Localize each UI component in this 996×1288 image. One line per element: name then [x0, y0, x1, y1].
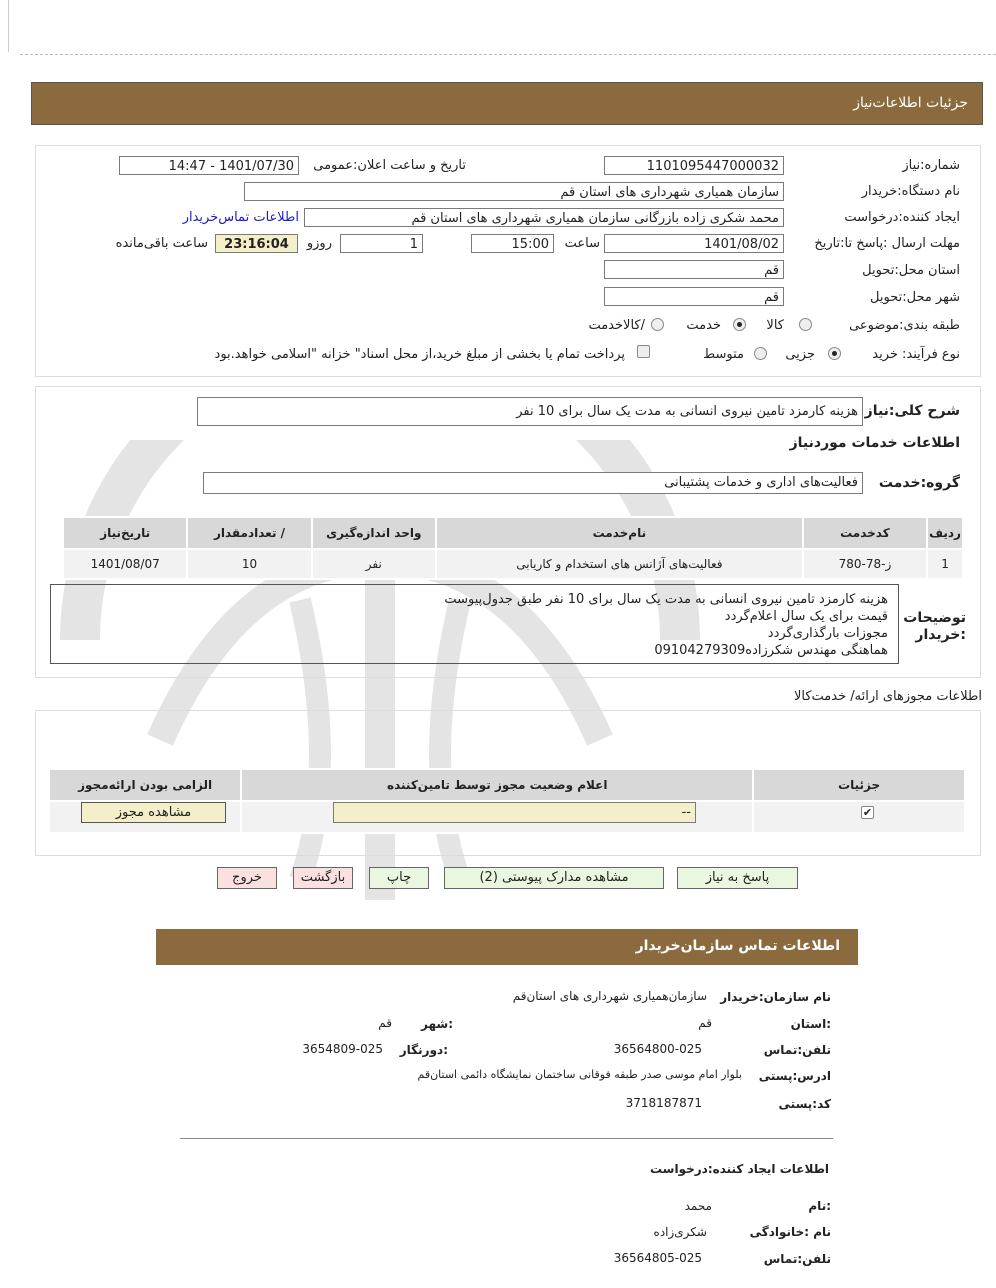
need-info-panel	[35, 145, 981, 377]
process-medium-radio[interactable]	[754, 347, 767, 360]
contact-divider	[180, 1138, 833, 1139]
announce-label: تاریخ و ساعت اعلان:عمومی	[313, 158, 466, 173]
permits-title: اطلاعات مجوزهای ارائه/ خدمت‌کالا	[793, 689, 982, 704]
contact-org-label: نام سازمان:خریدار	[720, 990, 831, 1004]
reply-button[interactable]: پاسخ به نیاز	[677, 867, 798, 889]
print-button[interactable]: چاپ	[369, 867, 429, 889]
permit-status-field: --	[333, 802, 696, 823]
page-header-title: جزئیات اطلاعات‌نیاز	[853, 95, 968, 111]
province-field: قم	[604, 260, 784, 279]
category-goods-radio[interactable]	[799, 318, 812, 331]
contact-phone: 36564800-025	[613, 1042, 702, 1056]
permit-required-checkbox: ✔	[862, 806, 873, 819]
category-goods-service-label: /کالاخدمت	[588, 318, 645, 333]
permits-table	[48, 768, 966, 834]
cell-unit: نفر	[312, 549, 436, 579]
requester-phone: 36564805-025	[613, 1251, 702, 1265]
contact-phone-label: تلفن:تماس	[763, 1043, 831, 1057]
page-edge-line	[8, 0, 9, 52]
contact-city-label: :شهر	[421, 1017, 453, 1031]
category-service-radio[interactable]	[733, 318, 746, 331]
contact-address: بلوار امام موسی صدر طبقه فوقانی ساختمان نمایشگاه دائمی استان‌قم	[417, 1068, 742, 1081]
cell-details	[753, 801, 965, 833]
remaining-time-field: 23:16:04	[215, 234, 298, 253]
category-goods-service-radio[interactable]	[651, 318, 664, 331]
process-minor-label: جزیی	[785, 347, 815, 362]
process-medium-label: متوسط	[703, 347, 744, 362]
province-label: استان محل:تحویل	[862, 263, 960, 278]
contact-province: قم	[698, 1016, 712, 1030]
buyer-note-line: هماهنگی مهندس شکرزاده09104279309	[654, 643, 888, 658]
treasury-payment-checkbox[interactable]	[637, 345, 650, 358]
requester-label: ایجاد کننده:درخواست	[844, 210, 960, 225]
category-goods-label: کالا	[766, 318, 784, 333]
city-field: قم	[604, 287, 784, 306]
buyer-org-label: نام دستگاه:خریدار	[861, 184, 960, 199]
announce-field: 1401/07/30 - 14:47	[119, 156, 299, 175]
summary-field: هزینه کارمزد تامین نیروی انسانی به مدت یک سال برای 10 نفر	[197, 397, 863, 426]
contact-header	[156, 929, 858, 965]
col-need-date: تاریخ‌نیاز	[63, 517, 187, 549]
cell-service-name: فعالیت‌های آژانس های استخدام و کاریابی	[436, 549, 803, 579]
days-label: روزو	[306, 236, 332, 251]
treasury-payment-note: پرداخت تمام یا بخشی از مبلغ خرید،از محل اسناد" خزانه "اسلامی خواهد.بود	[214, 347, 625, 362]
remaining-label: ساعت باقی‌مانده	[115, 236, 208, 251]
need-number-label: شماره:نیاز	[902, 158, 960, 173]
cell-quantity: 10	[187, 549, 311, 579]
table-row	[63, 549, 963, 579]
contact-fax-label: :دورنگار	[399, 1043, 448, 1057]
back-button[interactable]: بازگشت	[293, 867, 353, 889]
process-label: نوع فرآیند: خرید	[872, 347, 960, 362]
category-label: طبقه بندی:موضوعی	[849, 318, 960, 333]
top-divider	[20, 54, 996, 55]
requester-lastname-label: نام :خانوادگی	[749, 1225, 831, 1239]
contact-province-label: :استان	[790, 1017, 831, 1031]
contact-fax: 3654809-025	[302, 1042, 383, 1056]
col-quantity: / تعدادمقدار	[187, 517, 311, 549]
buyer-note-line: قیمت برای یک سال اعلام‌گردد	[724, 609, 888, 624]
view-attachments-button[interactable]: مشاهده مدارک پیوستی (2)	[444, 867, 664, 889]
category-service-label: خدمت	[686, 318, 721, 333]
services-table-header	[63, 517, 963, 549]
contact-city: قم	[378, 1016, 392, 1030]
contact-postal: 3718187871	[625, 1096, 702, 1110]
buyer-note-line: مجوزات بارگذاری‌گردد	[767, 626, 888, 641]
col-permit-status: اعلام وضعیت مجوز توسط تامین‌کننده	[241, 769, 753, 801]
col-unit: واحد اندازه‌گیری	[312, 517, 436, 549]
contact-header-title: اطلاعات تماس سازمان‌خریدار	[635, 938, 840, 954]
cell-row: 1	[927, 549, 963, 579]
requester-name: محمد	[684, 1199, 712, 1213]
deadline-label: مهلت ارسال :پاسخ تا:تاریخ	[814, 236, 960, 251]
group-field: فعالیت‌های اداری و خدمات پشتیبانی	[203, 472, 863, 494]
deadline-time-field: 15:00	[471, 234, 554, 253]
deadline-date-field: 1401/08/02	[604, 234, 784, 253]
deadline-time-label: ساعت	[564, 236, 600, 251]
col-permit-required: الزامی بودن ارائه‌مجوز	[49, 769, 241, 801]
col-details: جزئیات	[753, 769, 965, 801]
cell-service-code: ز-78-780	[803, 549, 927, 579]
col-service-code: کدخدمت	[803, 517, 927, 549]
services-table	[62, 516, 964, 580]
need-number-field: 1101095447000032	[604, 156, 784, 175]
requester-field: محمد شکری زاده بازرگانی سازمان همیاری شهرداری های استان قم	[304, 208, 784, 227]
requester-name-label: :نام	[808, 1199, 831, 1213]
buyer-contact-link[interactable]: اطلاعات تماس‌خریدار	[182, 210, 299, 225]
buyer-notes-label: توضیحات :خریدار	[903, 610, 966, 643]
contact-org: سازمان‌همیاری شهرداری های استان‌قم	[512, 989, 707, 1003]
col-service-name: نام‌خدمت	[436, 517, 803, 549]
contact-postal-label: کد:پستی	[778, 1097, 831, 1111]
buyer-notes-box	[50, 584, 899, 664]
days-field: 1	[340, 234, 423, 253]
summary-label: شرح کلی:نیاز	[864, 403, 960, 419]
buyer-org-field: سازمان همیاری شهرداری های استان قم	[244, 182, 784, 201]
city-label: شهر محل:تحویل	[870, 290, 960, 305]
requester-phone-label: تلفن:تماس	[763, 1252, 831, 1266]
view-permit-button[interactable]: مشاهده مجوز	[81, 802, 226, 823]
process-minor-radio[interactable]	[828, 347, 841, 360]
exit-button[interactable]: خروج	[217, 867, 277, 889]
group-label: گروه:خدمت	[878, 475, 960, 491]
services-title: اطلاعات خدمات موردنیاز	[789, 435, 960, 451]
requester-info-title: اطلاعات ایجاد کننده:درخواست	[649, 1162, 829, 1176]
col-row: ردیف	[927, 517, 963, 549]
buyer-note-line: هزینه کارمزد تامین نیروی انسانی به مدت یک سال برای 10 نفر طبق جدول‌پیوست	[444, 592, 888, 607]
requester-lastname: شکری‌زاده	[653, 1225, 707, 1239]
page-header	[31, 82, 983, 125]
contact-address-label: ادرس:پستی	[758, 1069, 831, 1083]
cell-need-date: 1401/08/07	[63, 549, 187, 579]
permits-table-header	[49, 769, 965, 801]
